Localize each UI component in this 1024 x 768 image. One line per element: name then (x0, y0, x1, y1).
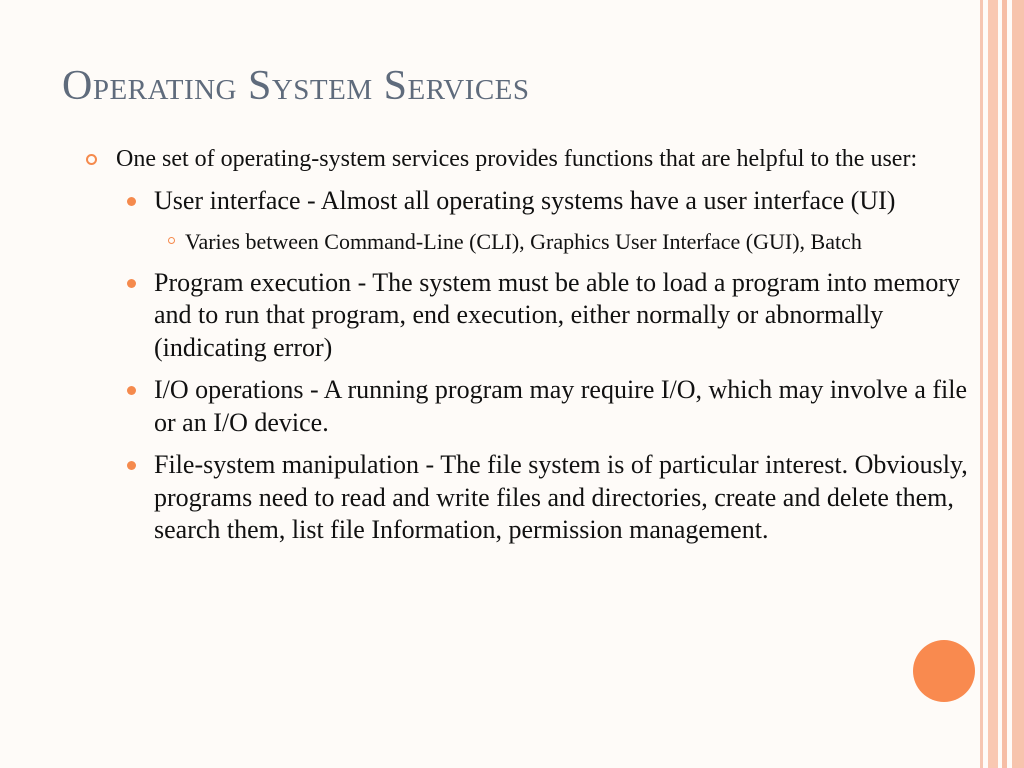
decorative-stripe (1002, 0, 1007, 768)
bullet-text: I/O operations - A running program may require I/O, which may involve a file or an I/O device. (154, 375, 968, 437)
bullet-text: One set of operating-system services provides functions that are helpful to the user: (116, 146, 918, 172)
bullet-text: User interface - Almost all operating systems have a user interface (UI) (154, 186, 896, 215)
bullet-icon (168, 237, 175, 244)
bullet-icon (127, 197, 136, 206)
bullet-icon (127, 461, 136, 470)
bullet-text: Varies between Command-Line (CLI), Graphics User Interface (GUI), Batch (185, 228, 862, 254)
decorative-stripe (988, 0, 998, 768)
decorative-stripe (1012, 0, 1024, 768)
bullet-item (82, 228, 987, 255)
slide-content (82, 144, 987, 557)
bullet-item (82, 449, 987, 547)
bullet-item (82, 267, 987, 365)
bullet-icon (127, 386, 136, 395)
bullet-text: Program execution - The system must be able to load a program into memory and to run that program, end execution, either normally or abnormally (indicating error) (154, 267, 961, 362)
bullet-text: File-system manipulation - The file system is of particular interest. Obviously, programs need to read and write files and directories, create and delete them, search them, list file Information, permission management. (154, 450, 968, 544)
decorative-circle (913, 640, 975, 702)
bullet-item (82, 185, 987, 218)
bullet-item (82, 374, 987, 439)
slide-title: Operating System Services (62, 63, 530, 109)
bullet-icon (127, 279, 136, 288)
bullet-icon (86, 154, 97, 165)
bullet-item (82, 144, 987, 175)
